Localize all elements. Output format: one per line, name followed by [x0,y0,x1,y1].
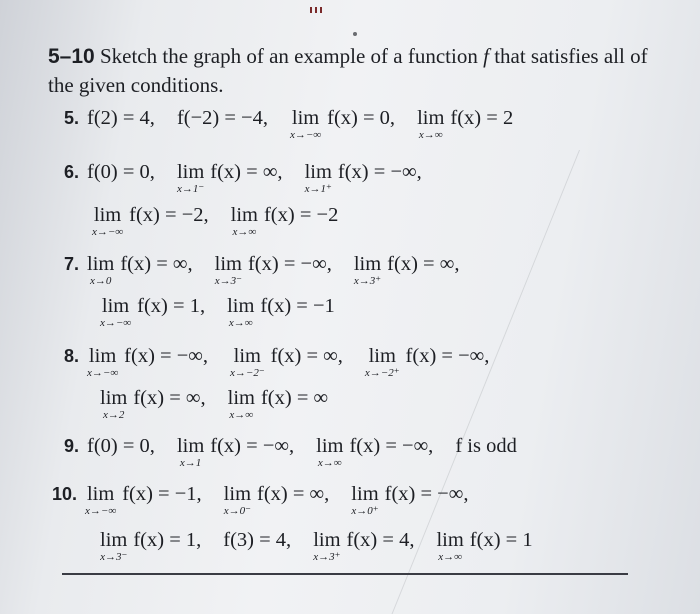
limit-operator [177,436,204,469]
limit-word: lim [230,204,258,226]
limit-subscript: x→−∞ [92,225,124,238]
limit-operator [224,484,251,517]
limit-word: lim [101,295,130,317]
limit-condition [223,483,330,517]
limit-operator [316,436,343,469]
limit-subscript: x→∞ [317,456,342,469]
limit-condition [313,529,415,563]
condition-text: f(2) = 4, [87,107,155,129]
limit-word: lim [313,529,341,551]
limit-word: lim [233,345,261,367]
limit-expression: f(x) = ∞, [387,253,460,275]
problem-number: 7. [64,254,80,274]
limit-word: lim [100,529,128,551]
limit-condition [353,253,460,287]
limit-condition [227,295,335,329]
problem-6-line-1 [64,162,422,195]
limit-subscript: x→3⁺ [353,274,382,287]
limit-operator [231,205,258,238]
limit-expression: f(x) = −∞, [210,435,295,457]
limit-word: lim [86,483,115,505]
limit-subscript: x→2 [102,408,125,421]
limit-expression: f(x) = ∞, [120,253,193,275]
limit-expression: f(x) = 4, [346,529,415,551]
limit-expression: f(x) = ∞, [257,483,330,505]
limit-word: lim [351,483,379,505]
limit-operator [227,296,254,329]
problem-10-line-2 [100,530,533,563]
limit-condition [227,387,329,421]
limit-expression: f(x) = 1 [469,529,533,551]
limit-operator [100,296,131,329]
limit-operator [228,388,255,421]
limit-expression: f(x) = −1, [122,483,202,505]
limit-subscript: x→−2⁻ [230,366,265,379]
limit-operator [177,162,204,195]
limit-operator [100,388,127,421]
limit-condition [289,107,396,141]
heading-text: Sketch the graph of an example of a function [99,44,478,68]
limit-word: lim [353,253,382,275]
limit-subscript: x→∞ [232,225,257,238]
limit-subscript: x→1⁻ [177,182,205,195]
limit-word: lim [223,483,252,505]
limit-condition [85,483,202,517]
limit-expression: f(x) = −∞, [247,253,332,275]
limit-word: lim [176,161,205,183]
limit-word: lim [93,204,122,226]
limit-subscript: x→−∞ [100,316,132,329]
limit-condition [100,295,206,329]
limit-condition [351,483,469,517]
limit-word: lim [88,345,117,367]
limit-operator [290,108,321,141]
limit-condition [87,345,209,379]
limit-expression: f(x) = −1 [260,295,335,317]
problem-8-line-2 [100,388,328,421]
condition-text: f is odd [455,435,517,457]
limit-word: lim [227,295,255,317]
condition-text: f(3) = 4, [223,529,292,551]
limit-expression: f(x) = −∞, [124,345,209,367]
limit-word: lim [304,161,332,183]
limit-condition [230,345,343,379]
problem-number: 8. [64,346,80,366]
page-dot [353,32,357,36]
limit-condition [100,387,206,421]
limit-expression: f(x) = 0, [327,107,396,129]
limit-subscript: x→3⁻ [100,550,128,563]
limit-subscript: x→1⁺ [304,182,332,195]
limit-word: lim [176,435,205,457]
heading-var: f [483,44,489,68]
limit-operator [215,254,242,287]
heading-text-2: that satisfies all of the given conditions. [48,44,648,97]
limit-word: lim [100,387,128,409]
limit-subscript: x→∞ [418,128,443,141]
limit-word: lim [316,435,344,457]
exercise-heading [48,42,648,99]
limit-expression: f(x) = −∞, [384,483,469,505]
limit-expression: f(x) = ∞, [133,387,206,409]
limit-condition [230,204,339,238]
limit-condition [214,253,332,287]
limit-subscript: x→−∞ [289,128,322,141]
limit-expression: f(x) = ∞, [210,161,283,183]
problem-number: 10. [52,484,78,504]
limit-word: lim [87,253,115,275]
limit-word: lim [227,387,255,409]
limit-expression: f(x) = −∞, [337,161,422,183]
problem-6-line-2 [92,205,338,238]
limit-subscript: x→1 [179,456,202,469]
limit-expression: f(x) = 1, [137,295,206,317]
limit-operator [365,346,400,379]
limit-condition [436,529,533,563]
limit-condition [100,529,202,563]
limit-condition [304,161,422,195]
limit-expression: f(x) = ∞ [260,387,329,409]
limit-condition [87,253,193,287]
limit-operator [313,530,340,563]
condition-text: f(0) = 0, [87,161,155,183]
problem-7-line-2 [100,296,335,329]
limit-subscript: x→∞ [228,316,253,329]
limit-operator [436,530,463,563]
limit-subscript: x→3⁺ [313,550,341,563]
limit-subscript: x→0⁺ [351,504,379,517]
problem-number: 6. [64,162,80,182]
limit-subscript: x→−∞ [85,504,117,517]
condition-text: f(−2) = −4, [176,107,268,129]
limit-condition [417,107,514,141]
limit-subscript: x→−∞ [87,366,119,379]
limit-operator [87,346,118,379]
limit-operator [230,346,265,379]
problem-10-line-1 [52,484,468,517]
limit-word: lim [214,253,242,275]
limit-word: lim [417,107,445,129]
limit-expression: f(x) = 1, [133,529,202,551]
limit-condition [364,345,490,379]
limit-subscript: x→∞ [229,408,254,421]
limit-expression: f(x) = 2 [450,107,514,129]
limit-operator [92,205,123,238]
problem-8-line-1 [64,346,489,379]
limit-word: lim [368,345,396,367]
exercise-range: 5–10 [48,45,95,68]
limit-condition [176,161,283,195]
problem-7-line-1 [64,254,459,287]
limit-expression: f(x) = −2 [263,204,339,226]
limit-condition [316,435,434,469]
limit-expression: f(x) = −∞, [349,435,434,457]
limit-subscript: x→0⁻ [223,504,251,517]
limit-operator [100,530,127,563]
limit-operator [417,108,444,141]
limit-condition [176,435,295,469]
problem-number: 9. [64,436,80,456]
limit-operator [85,484,116,517]
limit-subscript: x→−2⁺ [364,366,400,379]
limit-subscript: x→3⁻ [214,274,242,287]
limit-operator [351,484,378,517]
limit-operator [354,254,381,287]
problem-9-line-1 [64,436,517,469]
limit-expression: f(x) = −∞, [405,345,490,367]
limit-expression: f(x) = ∞, [270,345,343,367]
problem-number: 5. [64,108,80,128]
limit-word: lim [291,107,320,129]
limit-subscript: x→∞ [438,550,462,563]
limit-subscript: x→0 [89,274,112,287]
condition-text: f(0) = 0, [87,435,155,457]
problem-5-line-1 [64,108,513,141]
limit-operator [305,162,332,195]
top-edge-marks [310,0,334,6]
limit-condition [92,204,209,238]
limit-operator [87,254,114,287]
limit-word: lim [436,529,464,551]
limit-expression: f(x) = −2, [129,204,209,226]
bottom-rule [62,573,628,575]
